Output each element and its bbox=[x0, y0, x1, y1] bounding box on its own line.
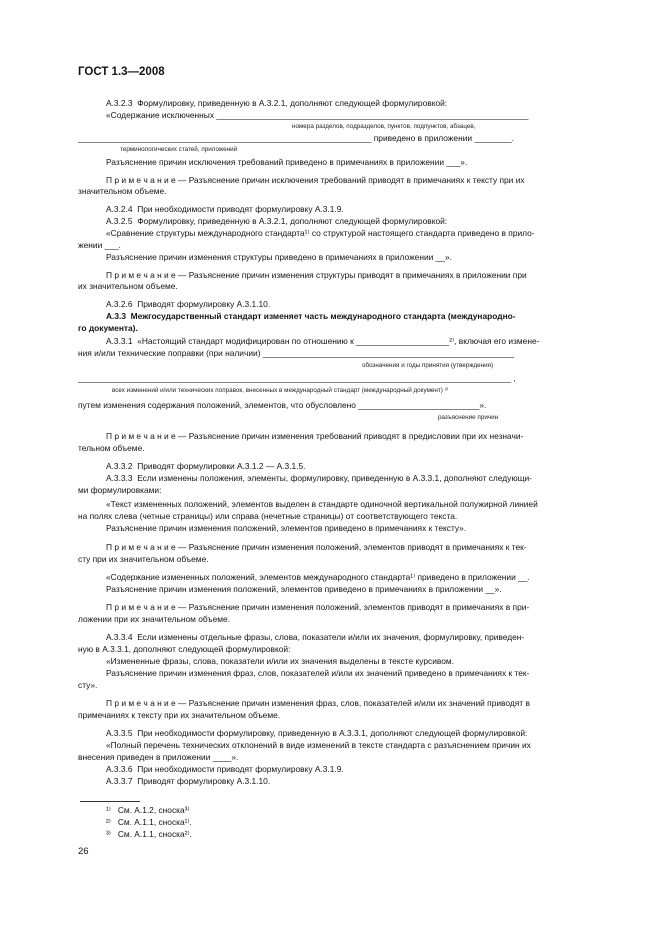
text-line: «Полный перечень технических отклонений в виде изменений в тексте стандарта с разъяснением причин их bbox=[106, 740, 531, 750]
text-line: А.3.3.5 При необходимости формулировку, приведенную в А.3.3.1, дополняют следующей формулировкой: bbox=[106, 728, 528, 738]
note-line: П р и м е ч а н и е — Разъяснение причин изменения структуры приводят в примечаниях в приложении при bbox=[106, 270, 527, 280]
text-line: А.3.2.6 Приводят формулировку А.3.1.10. bbox=[106, 299, 271, 309]
note-line: значительном объеме. bbox=[78, 186, 167, 196]
text-line: путем изменения содержания положений, элементов, что обусловлено __________________________». bbox=[78, 400, 487, 410]
text-line: А.3.2.5 Формулировку, приведенную в А.3.2.1, дополняют следующей формулировкой: bbox=[106, 216, 448, 226]
section-heading: го документа). bbox=[78, 323, 138, 333]
note-line: тельном объеме. bbox=[78, 443, 145, 453]
page-number: 26 bbox=[78, 846, 89, 857]
note-line: П р и м е ч а н и е — Разъяснение причин изменения фраз, слов, показателей и/или их значений приводят в bbox=[106, 698, 530, 708]
text-line: А.3.2.4 При необходимости приводят формулировку А.3.1.9. bbox=[106, 204, 344, 214]
text-line: ми формулировками: bbox=[78, 485, 162, 495]
text-line: Разъяснение причин исключения требований приведено в примечаниях в приложении ___». bbox=[106, 157, 468, 167]
text-line: А.3.3.7 Приводят формулировку А.3.1.10. bbox=[106, 776, 271, 786]
text-line: сту». bbox=[78, 680, 98, 690]
text-line: ния и/или технические поправки (при наличии) ______________________________________________________ bbox=[78, 348, 515, 358]
note-line: их значительном объеме. bbox=[78, 281, 178, 291]
text-line: «Измененные фразы, слова, показатели и/или их значения выделены в тексте курсивом. bbox=[106, 656, 454, 666]
text-line: Разъяснение причин изменения структуры приведено в примечаниях в приложении __». bbox=[106, 252, 452, 262]
text-line: А.3.3.6 При необходимости приводят формулировку А.3.1.9. bbox=[106, 764, 344, 774]
text-line: А.3.2.3 Формулировку, приведенную в А.3.2.1, дополняют следующей формулировкой: bbox=[106, 98, 448, 108]
footnote-separator bbox=[80, 801, 140, 802]
text-line: на полях слева (четные страницы) или справа (нечетные страницы) от соответствующего текста. bbox=[78, 511, 458, 521]
text-line: «Текст измененных положений, элементов выделен в стандарте одиночной вертикальной полужирной линией bbox=[106, 499, 538, 509]
text-line: Разъяснение причин изменения фраз, слов, показателей и/или их значений приведено в примечаниях к тек- bbox=[106, 668, 530, 678]
text-line: А.3.3.3 Если изменены положения, элементы, формулировку, приведенную в А.3.3.1, дополняют следующи- bbox=[106, 473, 532, 483]
text-line: Разъяснение причин изменения положений, элементов приведено в примечаниях к тексту». bbox=[106, 523, 467, 533]
blank-caption: разъяснение причин bbox=[438, 414, 499, 421]
blank-caption: обозначения и годы принятия (утверждения) bbox=[362, 362, 494, 369]
note-line: П р и м е ч а н и е — Разъяснение причин изменения положений, элементов приводят в примечаниях в при- bbox=[106, 602, 530, 612]
note-line: ложении при их значительном объеме. bbox=[78, 614, 231, 624]
text-line: ную в А.3.3.1, дополняют следующей формулировкой: bbox=[78, 644, 291, 654]
section-heading: А.3.3 Межгосударственный стандарт изменяет часть международного стандарта (международно- bbox=[106, 311, 516, 321]
blank-caption: терминологических статей, приложений bbox=[120, 146, 238, 153]
text-line: _______________________________________________________________ приведено в приложении ________. bbox=[78, 133, 514, 143]
note-line: примечаниях к тексту при их значительном объеме. bbox=[78, 710, 281, 720]
note-line: П р и м е ч а н и е — Разъяснение причин изменения требований приводят в предисловии при их незначи- bbox=[106, 431, 524, 441]
text-line: А.3.3.2 Приводят формулировки А.3.1.2 — А.3.1.5. bbox=[106, 461, 306, 471]
note-line: П р и м е ч а н и е — Разъяснение причин изменения положений, элементов приводят в примечаниях к тек- bbox=[106, 542, 527, 552]
text-line: жении ___. bbox=[78, 240, 121, 250]
footnote: ³⁾ См. А.1.1, сноска²⁾. bbox=[106, 829, 192, 839]
document-header: ГОСТ 1.3—2008 bbox=[78, 66, 165, 78]
text-line: «Содержание исключенных ___________________________________________________________________ bbox=[106, 110, 529, 120]
text-line: _____________________________________________________________________________________________ , bbox=[78, 373, 516, 383]
text-line: Разъяснение причин изменения положений, элементов приведено в примечаниях в приложении __». bbox=[106, 584, 502, 594]
note-line: П р и м е ч а н и е — Разъяснение причин исключения требований приводят в примечаниях к тексту при их bbox=[106, 175, 525, 185]
text-line: «Сравнение структуры международного стандарта¹⁾ со структурой настоящего стандарта приведено в прило- bbox=[106, 228, 535, 238]
text-line: «Содержание измененных положений, элементов международного стандарта¹⁾ приведено в приложении __. bbox=[106, 572, 530, 582]
footnote: ¹⁾ См. А.1.2, сноска³⁾ bbox=[106, 805, 190, 815]
text-line: внесения приведен в приложении ____». bbox=[78, 752, 239, 762]
note-line: сту при их значительном объеме. bbox=[78, 554, 209, 564]
blank-caption: всех изменений и/или технических поправок, внесенных в международный стандарт (международный документ) ³⁾ bbox=[112, 387, 449, 394]
text-line: А.3.3.1 «Настоящий стандарт модифицирован по отношению к ____________________²⁾, включая его измене- bbox=[106, 336, 540, 346]
footnote: ²⁾ См. А.1.1, сноска¹⁾. bbox=[106, 817, 192, 827]
text-line: А.3.3.4 Если изменены отдельные фразы, слова, показатели и/или их значения, формулировку, приведен- bbox=[106, 632, 525, 642]
blank-caption: номера разделов, подразделов, пунктов, подпунктов, абзацев, bbox=[292, 123, 476, 130]
